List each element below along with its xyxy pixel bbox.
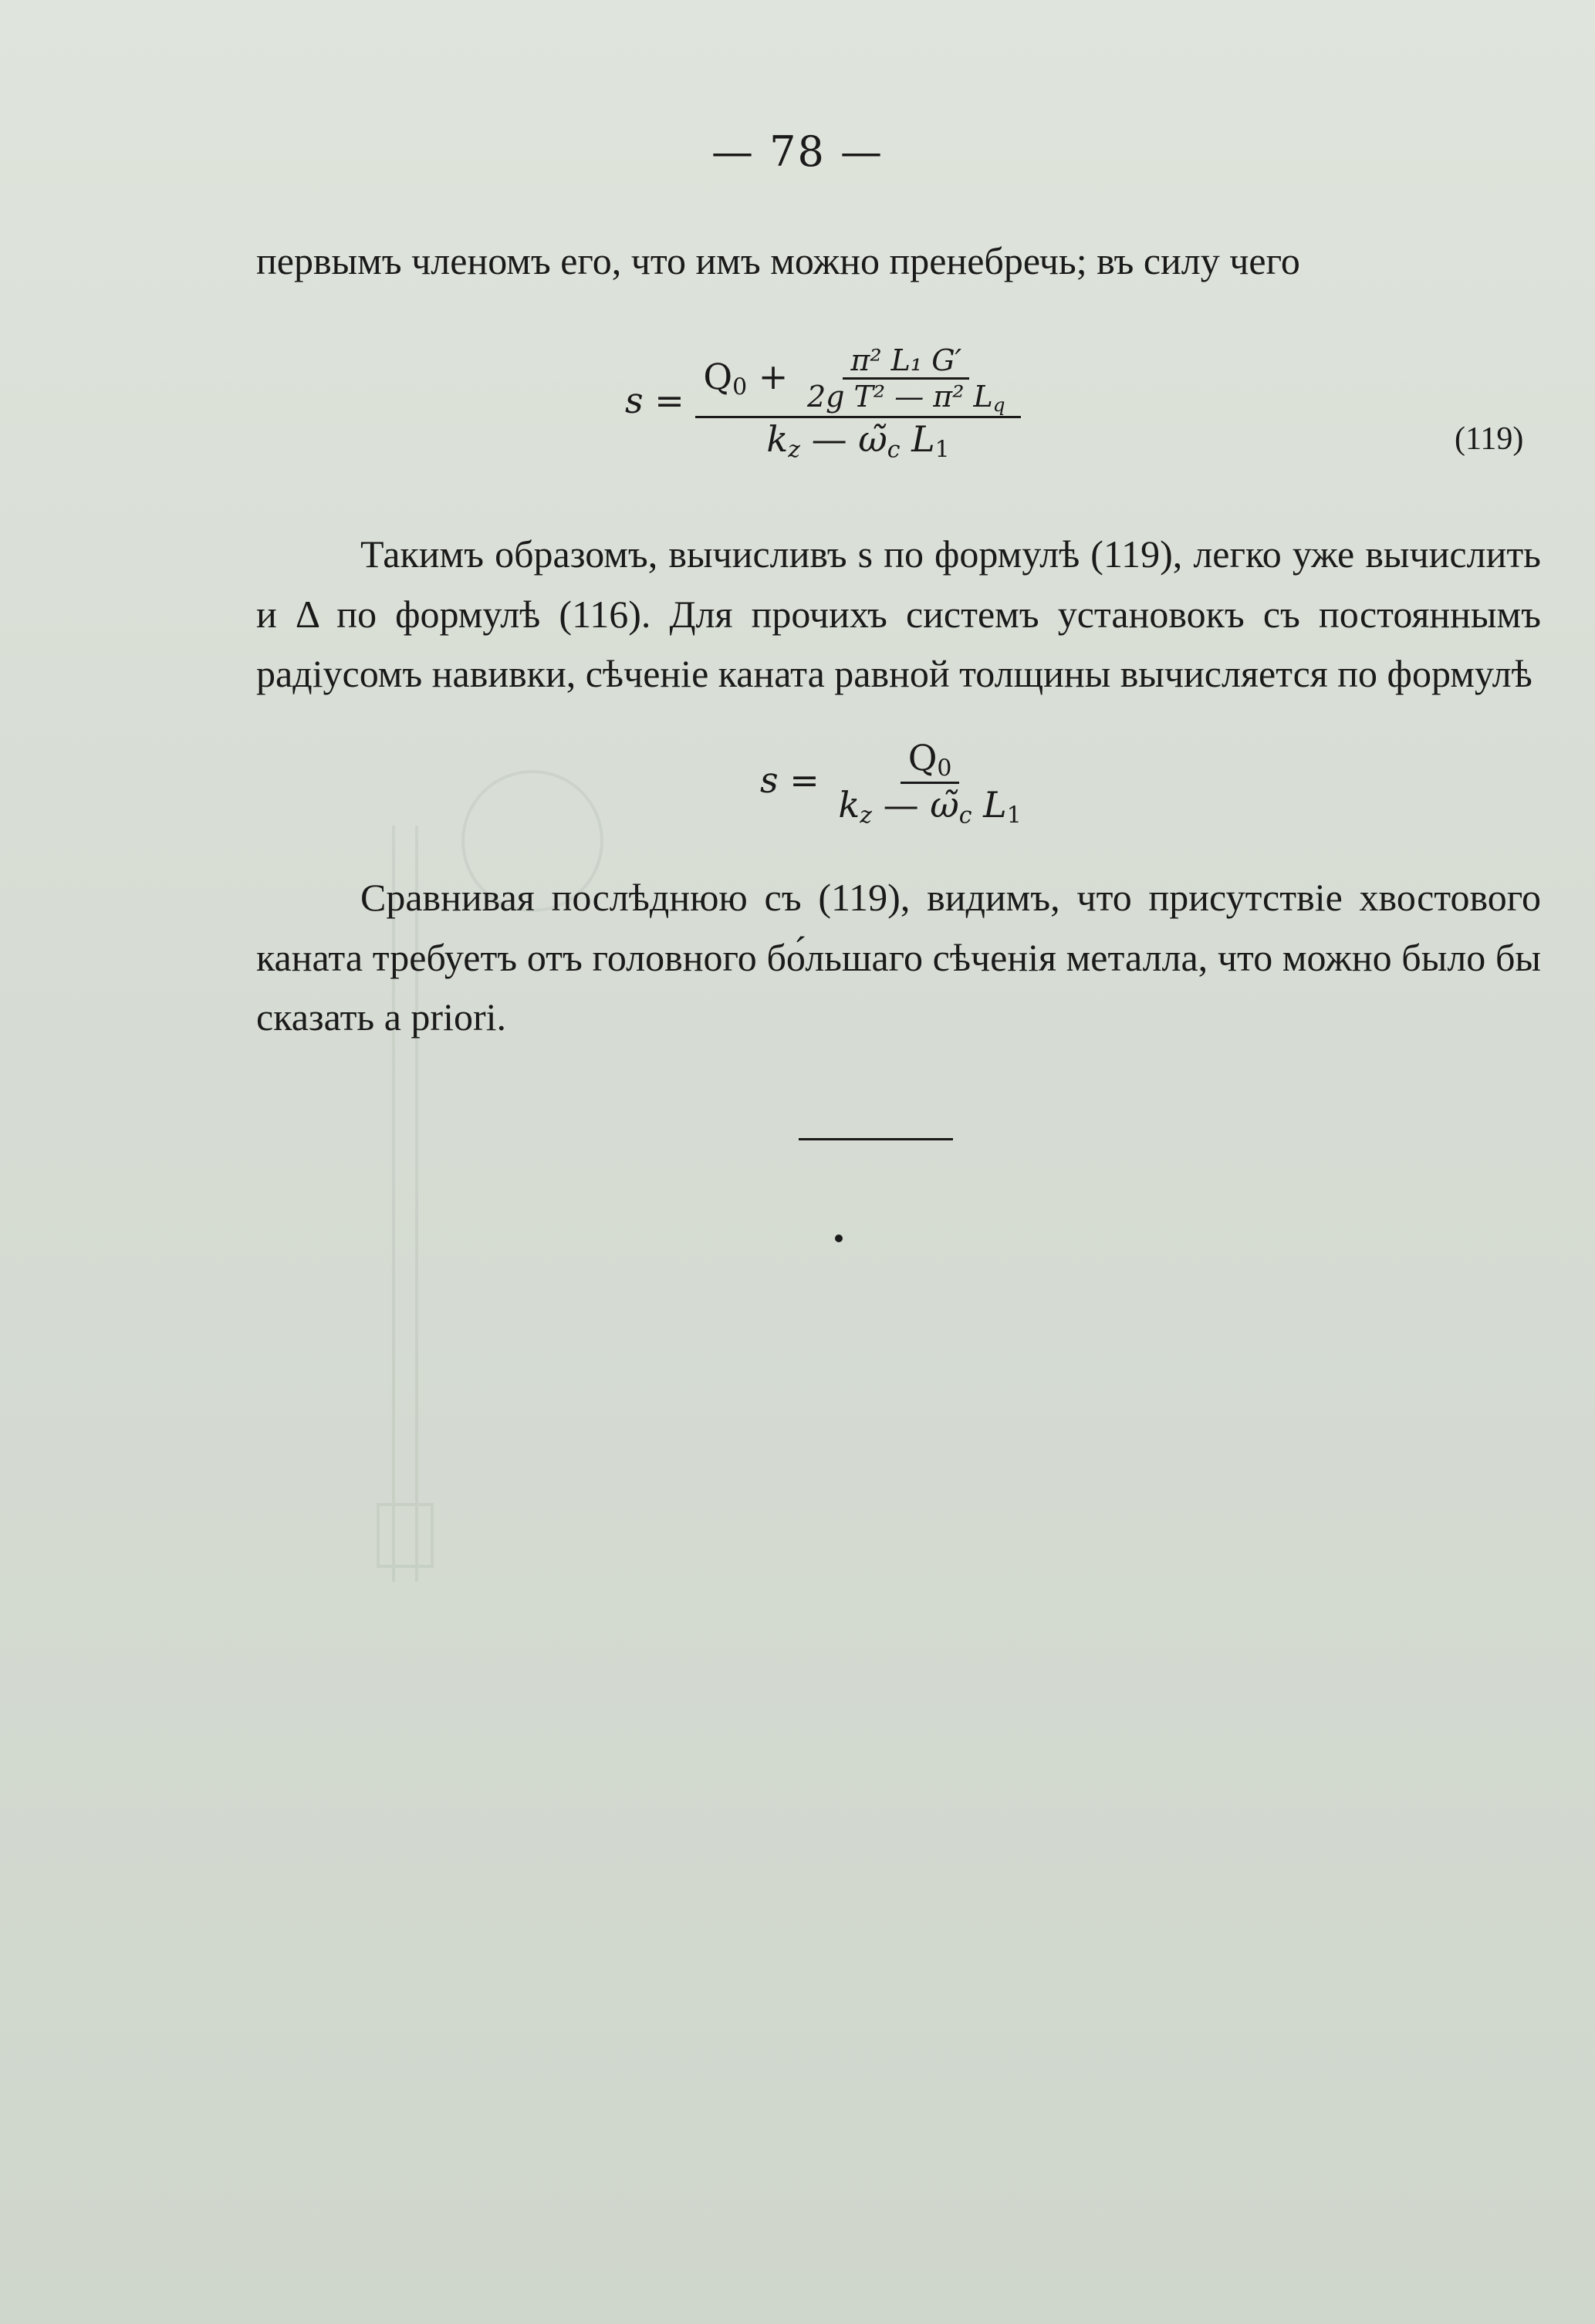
- main-fraction: [695, 343, 1020, 464]
- main-denominator: $k_z$ — $\omegã_c$ $L_1$: [766, 418, 950, 464]
- equation-number: (119): [1455, 421, 1524, 457]
- main-numerator: $Q_0$ + $\frac{\text{π² L₁ G′}}{2g T^2 — \pi^2 L_q}$: [695, 343, 1020, 418]
- numerator: $Q_0$: [901, 737, 960, 784]
- paragraph-2: Такимъ образомъ, вычисливъ s по формулѣ (119), легко уже вычислить и Δ по формулѣ (116). Для прочихъ системъ установокъ съ постояннымъ радіусомъ навивки, сѣченіе каната равной толщины вычисляется по формулѣ: [256, 532, 1541, 695]
- paragraph-3: Сравнивая послѣднюю съ (119), видимъ, что присутствіе хвостового каната требуетъ отъ головного бо́льшаго сѣченія металла, что можно было бы сказать a priori.: [256, 876, 1541, 1039]
- paragraph-1: первымъ членомъ его, что имъ можно пренебречь; въ силу чего: [256, 239, 1300, 282]
- formula-equals: =: [789, 758, 819, 801]
- page-number: — 78 —: [711, 127, 884, 176]
- inner-fraction: $\frac{\text{π² L₁ G′}}{2g T^2 — \pi^2 L_q}$: [806, 343, 1005, 417]
- formula-equals: =: [654, 379, 684, 421]
- formula-119: [625, 343, 1021, 464]
- ink-dot: [835, 1235, 843, 1242]
- formula-lhs: s: [760, 758, 779, 801]
- formula-lhs: s: [625, 379, 644, 421]
- denominator: $k_z$ — $\omegã_c$ $L_1$: [838, 784, 1022, 829]
- fraction: [830, 737, 1029, 829]
- formula-unnumbered: [760, 737, 1029, 829]
- section-rule: [799, 1138, 953, 1140]
- bleed-through-figure: [278, 733, 664, 1620]
